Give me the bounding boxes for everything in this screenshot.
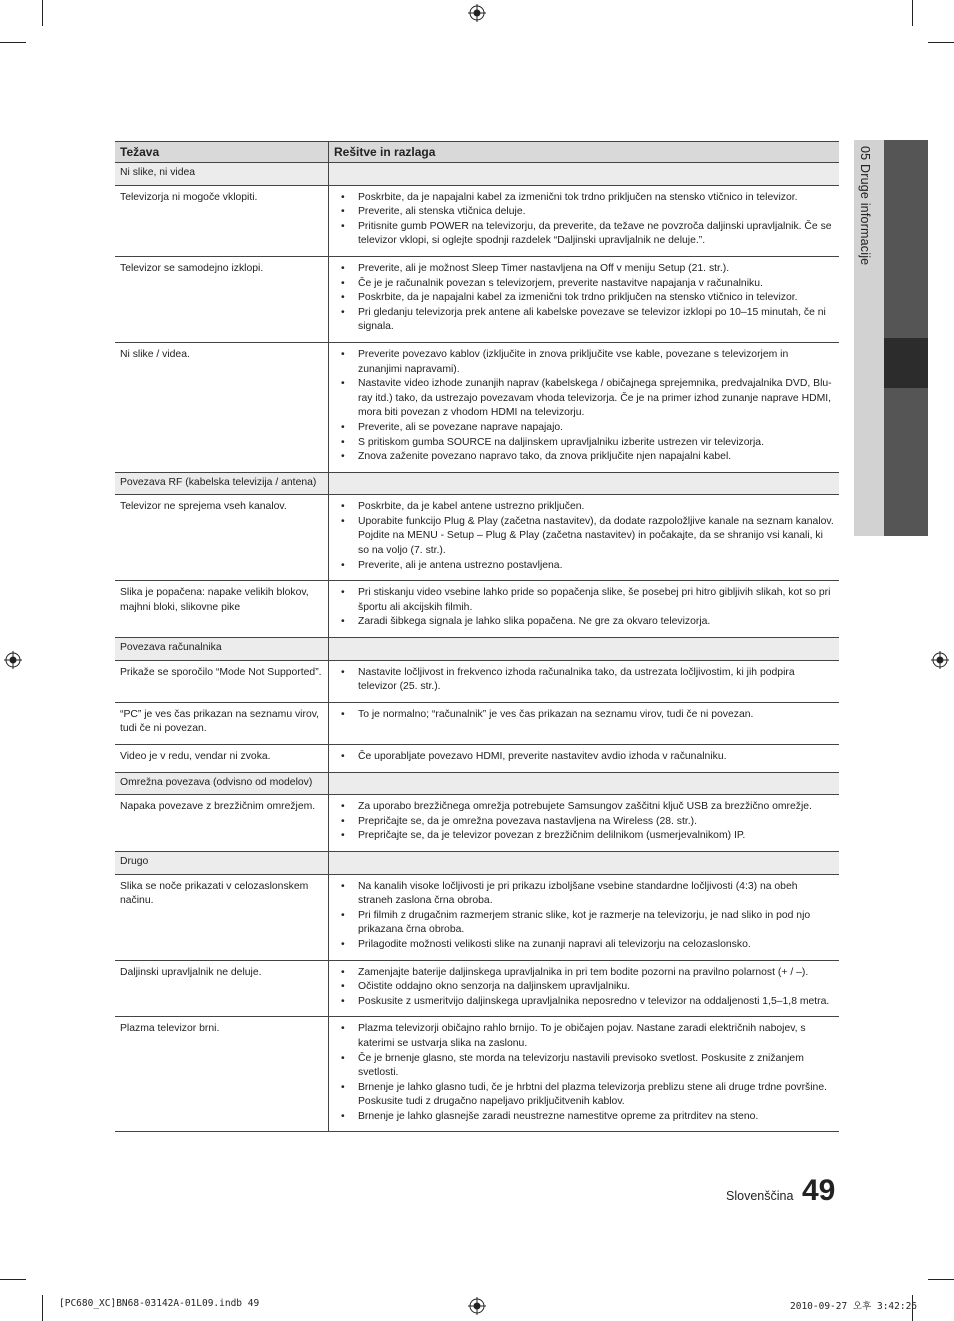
solution-list	[334, 586, 834, 630]
crop-mark	[928, 42, 954, 43]
problem-cell: Video je v redu, vendar ni zvoka.	[115, 745, 329, 773]
solution-item: • Prilagodite možnosti velikosti slike na zunanji napravi ali televizorju na celozaslonsko.	[334, 938, 834, 953]
solution-item: • Znova zaženite povezano napravo tako, da znova priključite njen napajalni kabel.	[334, 450, 834, 465]
section-label: Ni slike, ni videa	[115, 163, 329, 186]
table-row	[115, 1017, 839, 1132]
solution-item: • Če je je računalnik povezan s televizorjem, preverite nastavitve napajanja v računalniku.	[334, 277, 834, 292]
section-row	[115, 163, 839, 186]
solution-item: • Če uporabljate povezavo HDMI, preverite nastavitev avdio izhoda v računalniku.	[334, 750, 834, 765]
solution-cell	[329, 495, 840, 581]
section-blank-cell	[329, 851, 840, 874]
section-label: Drugo	[115, 851, 329, 874]
solution-item: • Uporabite funkcijo Plug & Play (začetna nastavitev), da dodate razpoložljive kanale na seznam kanalov. Pojdite na MENU - Setup – Plug & Play (začetna nastavitev) in počakajte, da se shranijo vsi kanali, ki so na voljo (7. str.).	[334, 515, 834, 559]
solution-item: • Plazma televizorji običajno rahlo brnijo. To je običajen pojav. Nastane zaradi električnih nabojev, s katerimi se ustvarja slika na zaslonu.	[334, 1022, 834, 1051]
solution-cell	[329, 185, 840, 256]
crop-mark	[0, 1279, 26, 1280]
section-row	[115, 472, 839, 495]
chapter-label	[858, 146, 882, 346]
problem-cell: Televizorja ni mogoče vklopiti.	[115, 185, 329, 256]
solution-cell	[329, 342, 840, 472]
crop-mark	[928, 1279, 954, 1280]
crop-mark	[912, 0, 913, 26]
section-blank-cell	[329, 163, 840, 186]
solution-item: • S pritiskom gumba SOURCE na daljinskem upravljalniku izberite ustrezen vir televizorja.	[334, 436, 834, 451]
solution-item: • Očistite oddajno okno senzorja na daljinskem upravljalniku.	[334, 980, 834, 995]
problem-cell: “PC” je ves čas prikazan na seznamu virov, tudi če ni povezan.	[115, 702, 329, 744]
solution-cell	[329, 702, 840, 744]
section-blank-cell	[329, 638, 840, 661]
solution-item: • Na kanalih visoke ločljivosti je pri prikazu izboljšane vsebine standardne ločljivosti (4:3) na obeh straneh zaslona črna obroba.	[334, 880, 834, 909]
registration-mark-icon	[468, 4, 486, 22]
solution-item: • Preverite, ali stenska vtičnica deluje.	[334, 205, 834, 220]
solution-cell	[329, 660, 840, 702]
solution-list	[334, 500, 834, 573]
section-row	[115, 851, 839, 874]
table-row	[115, 960, 839, 1017]
crop-mark	[0, 42, 26, 43]
column-header-solution: Rešitve in razlaga	[329, 142, 840, 163]
registration-mark-icon	[4, 651, 22, 669]
table-row	[115, 745, 839, 773]
registration-mark-icon	[931, 651, 949, 669]
table-row	[115, 581, 839, 638]
page-number: 49	[802, 1174, 836, 1207]
chapter-tab-marker	[884, 338, 928, 388]
solution-item: • Pritisnite gumb POWER na televizorju, da preverite, da težave ne povzroča daljinski upravljalnik. Če se televizor vklopi, si oglejte spodnji razdelek “Daljinski upravljalnik ne deluje.”.	[334, 220, 834, 249]
table-row	[115, 874, 839, 960]
print-slug-timestamp: 2010-09-27 오후 3:42:26	[790, 1301, 918, 1312]
table-row	[115, 660, 839, 702]
solution-item: • Prepričajte se, da je omrežna povezava nastavljena na Wireless (28. str.).	[334, 815, 834, 830]
solution-item: • Preverite povezavo kablov (izključite in znova priključite vse kable, povezane s televizorjem in zunanjimi napravami).	[334, 348, 834, 377]
problem-cell: Ni slike / videa.	[115, 342, 329, 472]
solution-list	[334, 191, 834, 249]
solution-item: • Če je brnenje glasno, ste morda na televizorju nastavili previsoko svetlost. Poskusite z znižanjem svetlosti.	[334, 1052, 834, 1081]
section-label: Povezava RF (kabelska televizija / antena)	[115, 472, 329, 495]
solution-cell	[329, 581, 840, 638]
solution-list	[334, 880, 834, 953]
solution-list	[334, 1022, 834, 1124]
problem-cell: Prikaže se sporočilo “Mode Not Supported”.	[115, 660, 329, 702]
solution-list	[334, 262, 834, 335]
table-row	[115, 256, 839, 342]
solution-item: • Nastavite video izhode zunanjih naprav (kabelskega / običajnega sprejemnika, predvajalnika DVD, Blu-ray itd.) tako, da ustrezajo povezavam vhoda televizorja. Če je na primer izhod zunanje naprave HDMI, mora biti povezan z vhodom HDMI na televizorju.	[334, 377, 834, 421]
solution-item: • Prepričajte se, da je televizor povezan z brezžičnim delilnikom (usmerjevalnikom) IP.	[334, 829, 834, 844]
solution-cell	[329, 745, 840, 773]
solution-item: • Poskrbite, da je napajalni kabel za izmenični tok trdno priključen na stensko vtičnico in televizor.	[334, 291, 834, 306]
table-row	[115, 495, 839, 581]
solution-item: • Preverite, ali je možnost Sleep Timer nastavljena na Off v meniju Setup (21. str.).	[334, 262, 834, 277]
solution-item: • Poskrbite, da je kabel antene ustrezno priključen.	[334, 500, 834, 515]
troubleshooting-table	[115, 141, 839, 1132]
solution-item: • Poskrbite, da je napajalni kabel za izmenični tok trdno priključen na stensko vtičnico in televizor.	[334, 191, 834, 206]
table-row	[115, 702, 839, 744]
table-header-row	[115, 142, 839, 163]
solution-cell	[329, 960, 840, 1017]
solution-cell	[329, 256, 840, 342]
problem-cell: Slika je popačena: napake velikih blokov, majhni bloki, slikovne pike	[115, 581, 329, 638]
solution-list	[334, 800, 834, 844]
section-row	[115, 772, 839, 795]
solution-item: • Brnenje je lahko glasno tudi, če je hrbtni del plazma televizorja preblizu stene ali druge trdne površine. Poskusite tudi z drugačno napeljavo priključitvenih kablov.	[334, 1081, 834, 1110]
table-row	[115, 795, 839, 852]
solution-item: • Zaradi šibkega signala je lahko slika popačena. Ne gre za okvaro televizorja.	[334, 615, 834, 630]
problem-cell: Slika se noče prikazati v celozaslonskem načinu.	[115, 874, 329, 960]
solution-list	[334, 750, 834, 765]
crop-mark	[42, 1295, 43, 1321]
problem-cell: Televizor se samodejno izklopi.	[115, 256, 329, 342]
solution-cell	[329, 1017, 840, 1132]
section-blank-cell	[329, 772, 840, 795]
solution-cell	[329, 795, 840, 852]
section-row	[115, 638, 839, 661]
solution-list	[334, 708, 834, 723]
solution-item: • Brnenje je lahko glasnejše zaradi neustrezne namestitve opreme za pritrditev na steno.	[334, 1110, 834, 1125]
section-blank-cell	[329, 472, 840, 495]
solution-item: • Pri stiskanju video vsebine lahko pride so popačenja slike, še posebej pri hitro gibljivih slikah, kot so pri športu ali akcijskih filmih.	[334, 586, 834, 615]
solution-item: • To je normalno; “računalnik” je ves čas prikazan na seznamu virov, tudi če ni povezan.	[334, 708, 834, 723]
solution-item: • Za uporabo brezžičnega omrežja potrebujete Samsungov zaščitni ključ USB za brezžično omrežje.	[334, 800, 834, 815]
table-row	[115, 342, 839, 472]
crop-mark	[42, 0, 43, 26]
column-header-problem: Težava	[115, 142, 329, 163]
problem-cell: Napaka povezave z brezžičnim omrežjem.	[115, 795, 329, 852]
solution-list	[334, 348, 834, 465]
solution-item: • Poskusite z usmeritvijo daljinskega upravljalnika neposredno v televizor na oddaljenosti 1,5–1,8 metra.	[334, 995, 834, 1010]
table-body	[115, 163, 839, 1132]
section-label: Povezava računalnika	[115, 638, 329, 661]
solution-item: • Zamenjajte baterije daljinskega upravljalnika in pri tem bodite pozorni na pravilno polarnost (+ / –).	[334, 966, 834, 981]
solution-list	[334, 666, 834, 695]
solution-item: • Pri filmih z drugačnim razmerjem stranic slike, kot je razmerje na televizorju, je nad sliko in pod njo prikazana črna obroba.	[334, 909, 834, 938]
problem-cell: Daljinski upravljalnik ne deluje.	[115, 960, 329, 1017]
problem-cell: Televizor ne sprejema vseh kanalov.	[115, 495, 329, 581]
solution-item: • Pri gledanju televizorja prek antene ali kabelske povezave se televizor izklopi po 10–15 minutah, če ni signala.	[334, 306, 834, 335]
solution-item: • Preverite, ali se povezane naprave napajajo.	[334, 421, 834, 436]
problem-cell: Plazma televizor brni.	[115, 1017, 329, 1132]
footer-language: Slovenščina	[726, 1189, 794, 1203]
table-row	[115, 185, 839, 256]
section-label: Omrežna povezava (odvisno od modelov)	[115, 772, 329, 795]
registration-mark-icon	[468, 1297, 486, 1315]
solution-list	[334, 966, 834, 1010]
solution-item: • Preverite, ali je antena ustrezno postavljena.	[334, 559, 834, 574]
print-slug-file: [PC680_XC]BN68-03142A-01L09.indb 49	[59, 1298, 260, 1309]
solution-item: • Nastavite ločljivost in frekvenco izhoda računalnika tako, da ustrezata ločljivostim, ki jih podpira televizor (25. str.).	[334, 666, 834, 695]
chapter-label-text: 05 Druge informacije	[858, 146, 872, 266]
solution-cell	[329, 874, 840, 960]
